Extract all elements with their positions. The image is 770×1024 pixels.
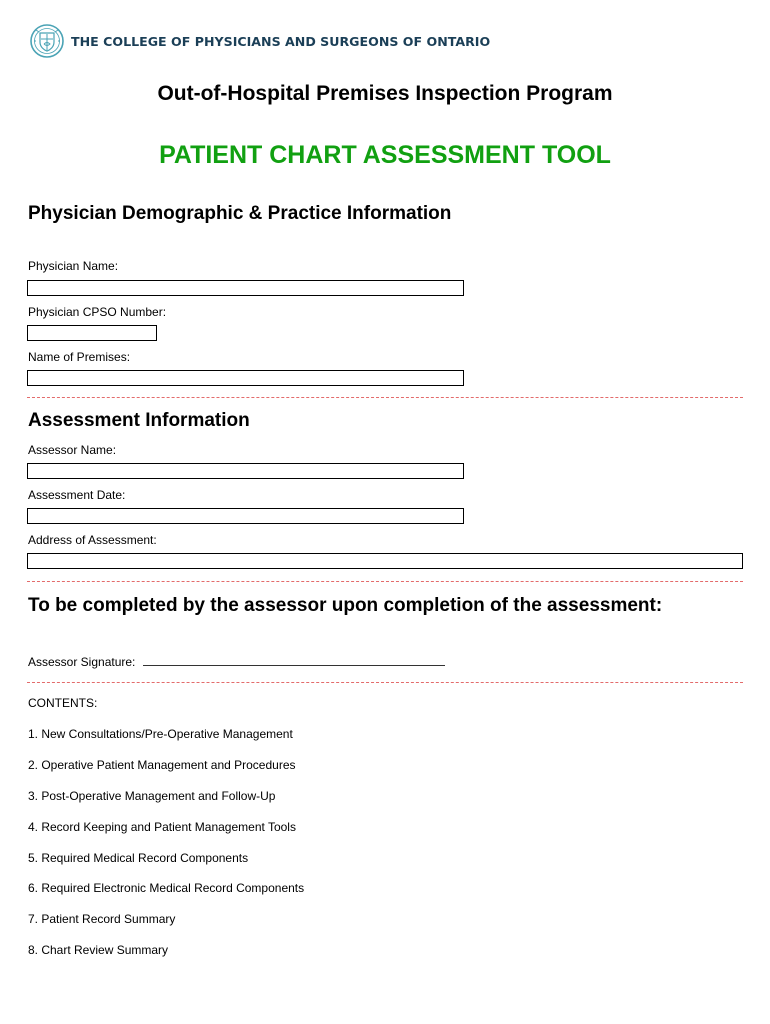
assessor-name-field[interactable] [27,463,464,479]
section-divider [27,682,743,683]
assessor-name-label: Assessor Name: [28,443,117,457]
contents-item: 5. Required Medical Record Components [28,851,249,865]
assessor-signature-line[interactable] [143,654,445,666]
physician-section-heading: Physician Demographic & Practice Information [28,203,452,224]
page-title: PATIENT CHART ASSESSMENT TOOL [159,141,611,169]
contents-item: 8. Chart Review Summary [28,943,169,957]
physician-name-label: Physician Name: [28,259,119,273]
contents-item: 7. Patient Record Summary [28,912,176,926]
assessment-address-field[interactable] [27,553,743,569]
contents-item: 3. Post-Operative Management and Follow-Up [28,789,276,803]
assessment-date-field[interactable] [27,508,464,524]
physician-name-field[interactable] [27,280,464,296]
cpso-number-label: Physician CPSO Number: [28,305,167,319]
contents-item: 6. Required Electronic Medical Record Components [28,881,305,895]
organization-name: THE COLLEGE OF PHYSICIANS AND SURGEONS OF ONTARIO [71,33,491,49]
section-divider [27,581,743,582]
premises-name-field[interactable] [27,370,464,386]
assessment-date-label: Assessment Date: [28,488,126,502]
cpso-number-field[interactable] [27,325,157,341]
contents-heading: CONTENTS: [28,696,98,710]
program-title: Out-of-Hospital Premises Inspection Program [157,82,613,105]
assessor-signature-label: Assessor Signature: [28,655,136,669]
premises-name-label: Name of Premises: [28,350,131,364]
header [29,22,490,60]
contents-item: 1. New Consultations/Pre-Operative Management [28,727,293,741]
contents-item: 2. Operative Patient Management and Procedures [28,758,296,772]
cpso-crest-icon [29,22,65,60]
assessor-signature-row [28,654,445,669]
assessment-address-label: Address of Assessment: [28,533,157,547]
assessment-section-heading: Assessment Information [28,410,250,431]
section-divider [27,397,743,398]
completion-section-heading: To be completed by the assessor upon completion of the assessment: [28,595,663,616]
contents-item: 4. Record Keeping and Patient Management Tools [28,820,296,834]
